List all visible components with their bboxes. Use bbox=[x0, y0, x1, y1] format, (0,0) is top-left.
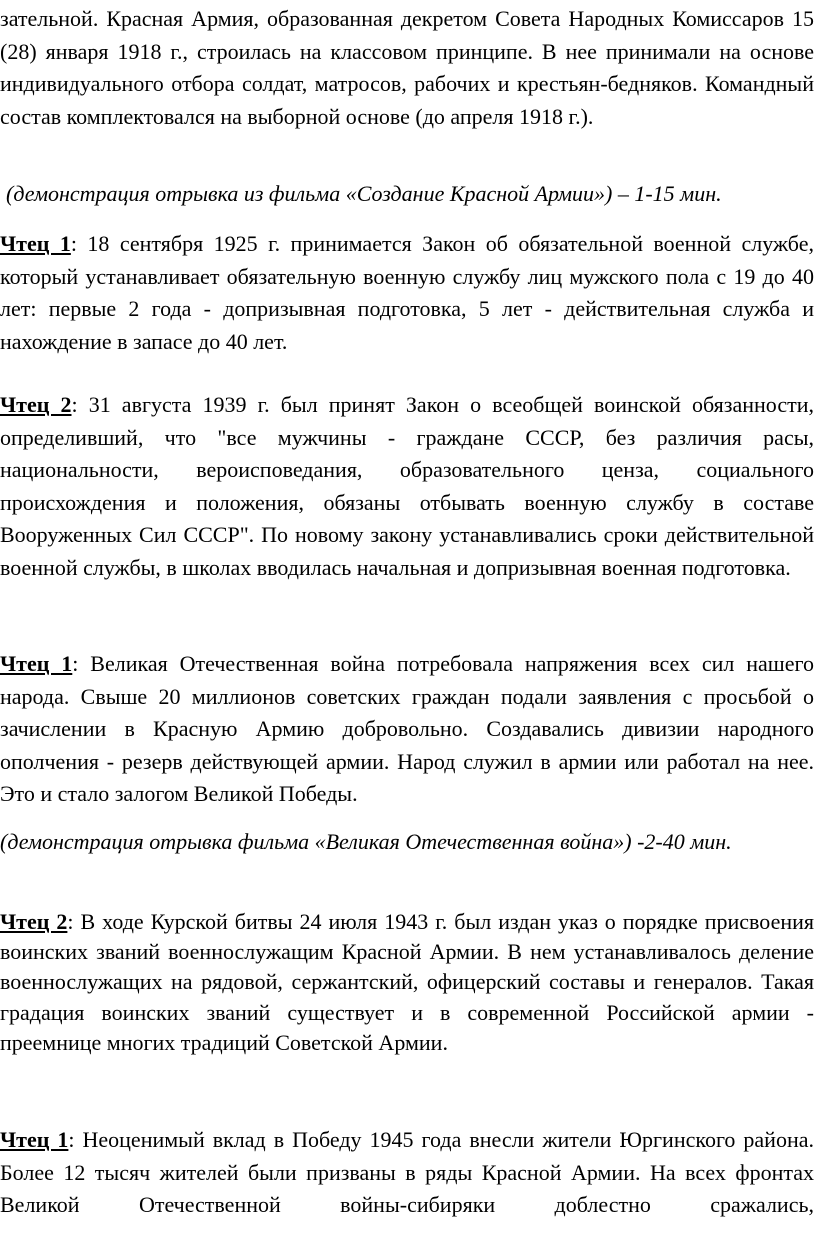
speaker-separator: : bbox=[67, 909, 74, 934]
paragraph-text: Великая Отечественная война потребовала напряжения всех сил нашего народа. Свыше 20 миллионов советских граждан подали заявления с просьбой о зачислении в Красную Армию добровольно. Создавались дивизии народного ополчения - резерв действующей армии. Народ служил в армии или работал на нее. Это и стало залогом Великой Победы. bbox=[0, 651, 814, 806]
paragraph-text: В ходе Курской битвы 24 июля 1943 г. был издан указ о порядке присвоения воинских званий военнослужащим Красной Армии. В нем устанавливалось деление военнослужащих на рядовой, сержантский, офицерский составы и генералов. Такая градация воинских званий существует и в современной Российской армии - преемнице многих традиций Советской Армии. bbox=[0, 909, 814, 1055]
speaker-label: Чтец 2 bbox=[0, 392, 72, 417]
speaker-separator: : bbox=[72, 651, 79, 676]
paragraph-text: 18 сентября 1925 г. принимается Закон об обязательной военной службе, который устанавливает обязательную военную службу лиц мужского пола с 19 до 40 лет: первые 2 года - допризывная подготовка, 5 лет - действительная служба и нахождение в запасе до 40 лет. bbox=[0, 231, 814, 354]
reader-2-paragraph-2 bbox=[0, 907, 814, 1058]
speaker-label: Чтец 1 bbox=[0, 231, 71, 256]
speaker-label: Чтец 1 bbox=[0, 651, 73, 676]
speaker-separator: : bbox=[68, 1127, 75, 1152]
film-note-1: (демонстрация отрывка из фильма «Создание Красной Армии») – 1-15 мин. bbox=[6, 181, 722, 206]
film-note-2: (демонстрация отрывка фильма «Великая Отечественная война») -2-40 мин. bbox=[0, 829, 732, 854]
speaker-separator: : bbox=[71, 392, 78, 417]
paragraph-text: Неоценимый вклад в Победу 1945 года внесли жители Юргинского района. Более 12 тысяч жителей были призваны в ряды Красной Армии. На всех фронтах Великой Отечественной войны-сибиряки доблестно сражались, bbox=[0, 1127, 814, 1217]
paragraph-text: 31 августа 1939 г. был принят Закон о всеобщей воинской обязанности, определивший, что "все мужчины - граждане СССР, без различия расы, национальности, вероисповедания, образовательного ценза, социального происхождения и положения, обязаны отбывать военную службу в составе Вооруженных Сил СССР". По новому закону устанавливались сроки действительной военной службы, в школах вводилась начальная и допризывная военная подготовка. bbox=[0, 392, 814, 580]
speaker-label: Чтец 1 bbox=[0, 1127, 69, 1152]
speaker-separator: : bbox=[70, 231, 77, 256]
reader-1-paragraph bbox=[0, 228, 814, 358]
intro-paragraph: зательной. Красная Армия, образованная декретом Совета Народных Комиссаров 15 (28) января 1918 г., строилась на классовом принципе. В нее принимали на основе индивидуального отбора солдат, матросов, рабочих и крестьян-бедняков. Командный состав комплектовался на выборной основе (до апреля 1918 г.). bbox=[0, 6, 814, 129]
reader-1-paragraph-2 bbox=[0, 648, 814, 811]
reader-1-paragraph-3 bbox=[0, 1124, 814, 1222]
speaker-label: Чтец 2 bbox=[0, 909, 68, 934]
reader-2-paragraph bbox=[0, 389, 814, 584]
